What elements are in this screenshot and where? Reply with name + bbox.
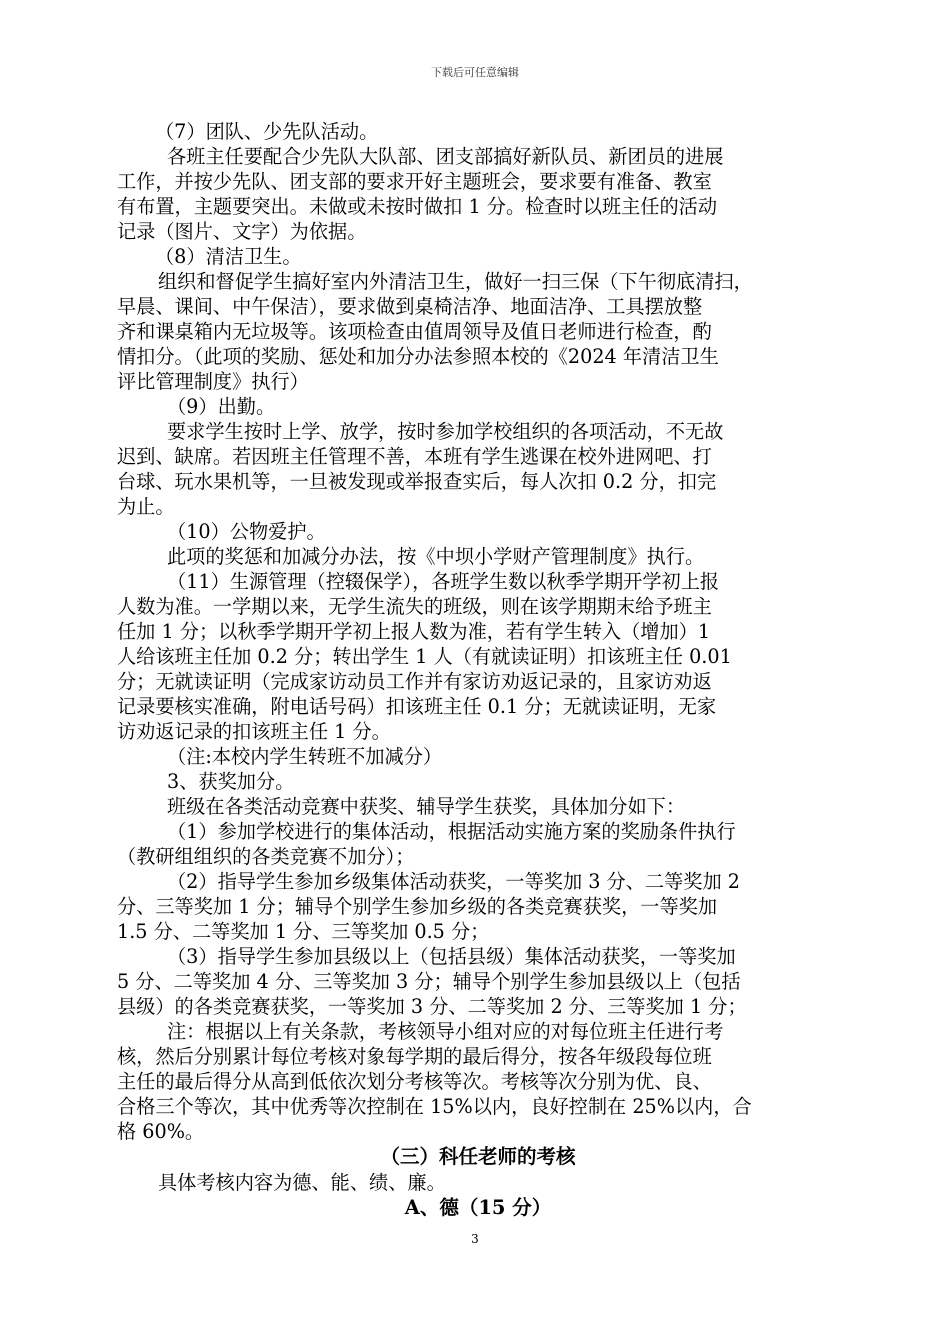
paragraph-line: （1）参加学校进行的集体活动，根据活动实施方案的奖励条件执行 [167, 820, 736, 843]
paragraph-line: 分、三等奖加 1 分；辅导个别学生参加乡级的各类竞赛获奖，一等奖加 [117, 895, 718, 918]
paragraph-line: 核，然后分别累计每位考核对象每学期的最后得分，按各年级段每位班 [117, 1045, 712, 1068]
paragraph-line: 迟到、缺席。若因班主任管理不善，本班有学生逃课在校外进网吧、打 [117, 445, 712, 468]
paragraph-line: 人数为准。一学期以来，无学生流失的班级，则在该学期期末给予班主 [117, 595, 712, 618]
paragraph-line: 人给该班主任加 0.2 分；转出学生 1 人（有就读证明）扣该班主任 0.01 [117, 645, 732, 668]
paragraph-line: 记录（图片、文字）为依据。 [117, 220, 367, 243]
paragraph-line: 情扣分。（此项的奖励、惩处和加分办法参照本校的《2024 年清洁卫生 [117, 345, 719, 368]
paragraph-line: 主任的最后得分从高到低依次划分考核等次。考核等次分别为优、良、 [117, 1070, 712, 1093]
paragraph-line: 班级在各类活动竞赛中获奖、辅导学生获奖，具体加分如下： [167, 795, 686, 818]
paragraph-line: 有布置，主题要突出。未做或未按时做扣 1 分。检查时以班主任的活动 [117, 195, 718, 218]
paragraph-line: 组织和督促学生搞好室内外清洁卫生，做好一扫三保（下午彻底清扫， [158, 270, 753, 293]
sub-heading: A、德（15 分） [404, 1196, 552, 1219]
paragraph-line: 5 分、二等奖加 4 分、三等奖加 3 分；辅导个别学生参加县级以上（包括 [117, 970, 741, 993]
paragraph-line: 格 60%。 [117, 1120, 205, 1143]
paragraph-line: 要求学生按时上学、放学，按时参加学校组织的各项活动，不无故 [167, 420, 724, 443]
paragraph-line: 早晨、课间、中午保洁），要求做到桌椅洁净、地面洁净、工具摆放整 [117, 295, 703, 318]
item-heading: （9）出勤。 [167, 395, 276, 418]
paragraph-line: 各班主任要配合少先队大队部、团支部搞好新队员、新团员的进展 [167, 145, 724, 168]
paragraph-line: （2）指导学生参加乡级集体活动获奖，一等奖加 3 分、二等奖加 2 [167, 870, 740, 893]
note-line: （注:本校内学生转班不加减分） [167, 745, 443, 768]
paragraph-line: 此项的奖惩和加减分办法，按《中坝小学财产管理制度》执行。 [167, 545, 705, 568]
paragraph-line: （3）指导学生参加县级以上（包括县级）集体活动获奖，一等奖加 [167, 945, 736, 968]
item-heading: 3、获奖加分。 [167, 770, 295, 793]
page-header: 下载后可任意编辑 [431, 66, 519, 79]
paragraph-line: 记录要核实准确，附电话号码）扣该班主任 0.1 分；无就读证明，无家 [117, 695, 717, 718]
paragraph-line: （教研组组织的各类竞赛不加分）； [117, 845, 415, 868]
paragraph-line: 分；无就读证明（完成家访动员工作并有家访劝返记录的，且家访劝返 [117, 670, 712, 693]
paragraph-line: 为止。 [117, 495, 175, 518]
section-intro: 具体考核内容为德、能、绩、廉。 [158, 1171, 446, 1194]
paragraph-line: 工作，并按少先队、团支部的要求开好主题班会，要求要有准备、教室 [117, 170, 712, 193]
item-heading: （7）团队、少先队活动。 [155, 120, 379, 143]
paragraph-line: 评比管理制度》执行） [117, 370, 309, 393]
document-body [117, 119, 839, 1221]
paragraph-line: 合格三个等次，其中优秀等次控制在 15%以内，良好控制在 25%以内，合 [117, 1095, 752, 1118]
paragraph-line: 齐和课桌箱内无垃圾等。该项检查由值周领导及值日老师进行检查，酌 [117, 320, 712, 343]
paragraph-line: （11）生源管理（控辍保学），各班学生数以秋季学期开学初上报 [167, 570, 720, 593]
item-heading: （8）清洁卫生。 [155, 245, 302, 268]
page-number: 3 [471, 1232, 479, 1246]
paragraph-line: 1.5 分、二等奖加 1 分、三等奖加 0.5 分； [117, 920, 490, 943]
paragraph-line: 县级）的各类竞赛获奖，一等奖加 3 分、二等奖加 2 分、三等奖加 1 分； [117, 995, 747, 1018]
section-heading: （三）科任老师的考核 [380, 1145, 576, 1168]
paragraph-line: 访劝返记录的扣该班主任 1 分。 [117, 720, 391, 743]
paragraph-line: 台球、玩水果机等，一旦被发现或举报查实后，每人次扣 0.2 分，扣完 [117, 470, 717, 493]
paragraph-line: 任加 1 分；以秋季学期开学初上报人数为准，若有学生转入（增加）1 [117, 620, 711, 643]
paragraph-line: 注：根据以上有关条款，考核领导小组对应的对每位班主任进行考 [167, 1020, 724, 1043]
item-heading: （10）公物爱护。 [167, 520, 326, 543]
